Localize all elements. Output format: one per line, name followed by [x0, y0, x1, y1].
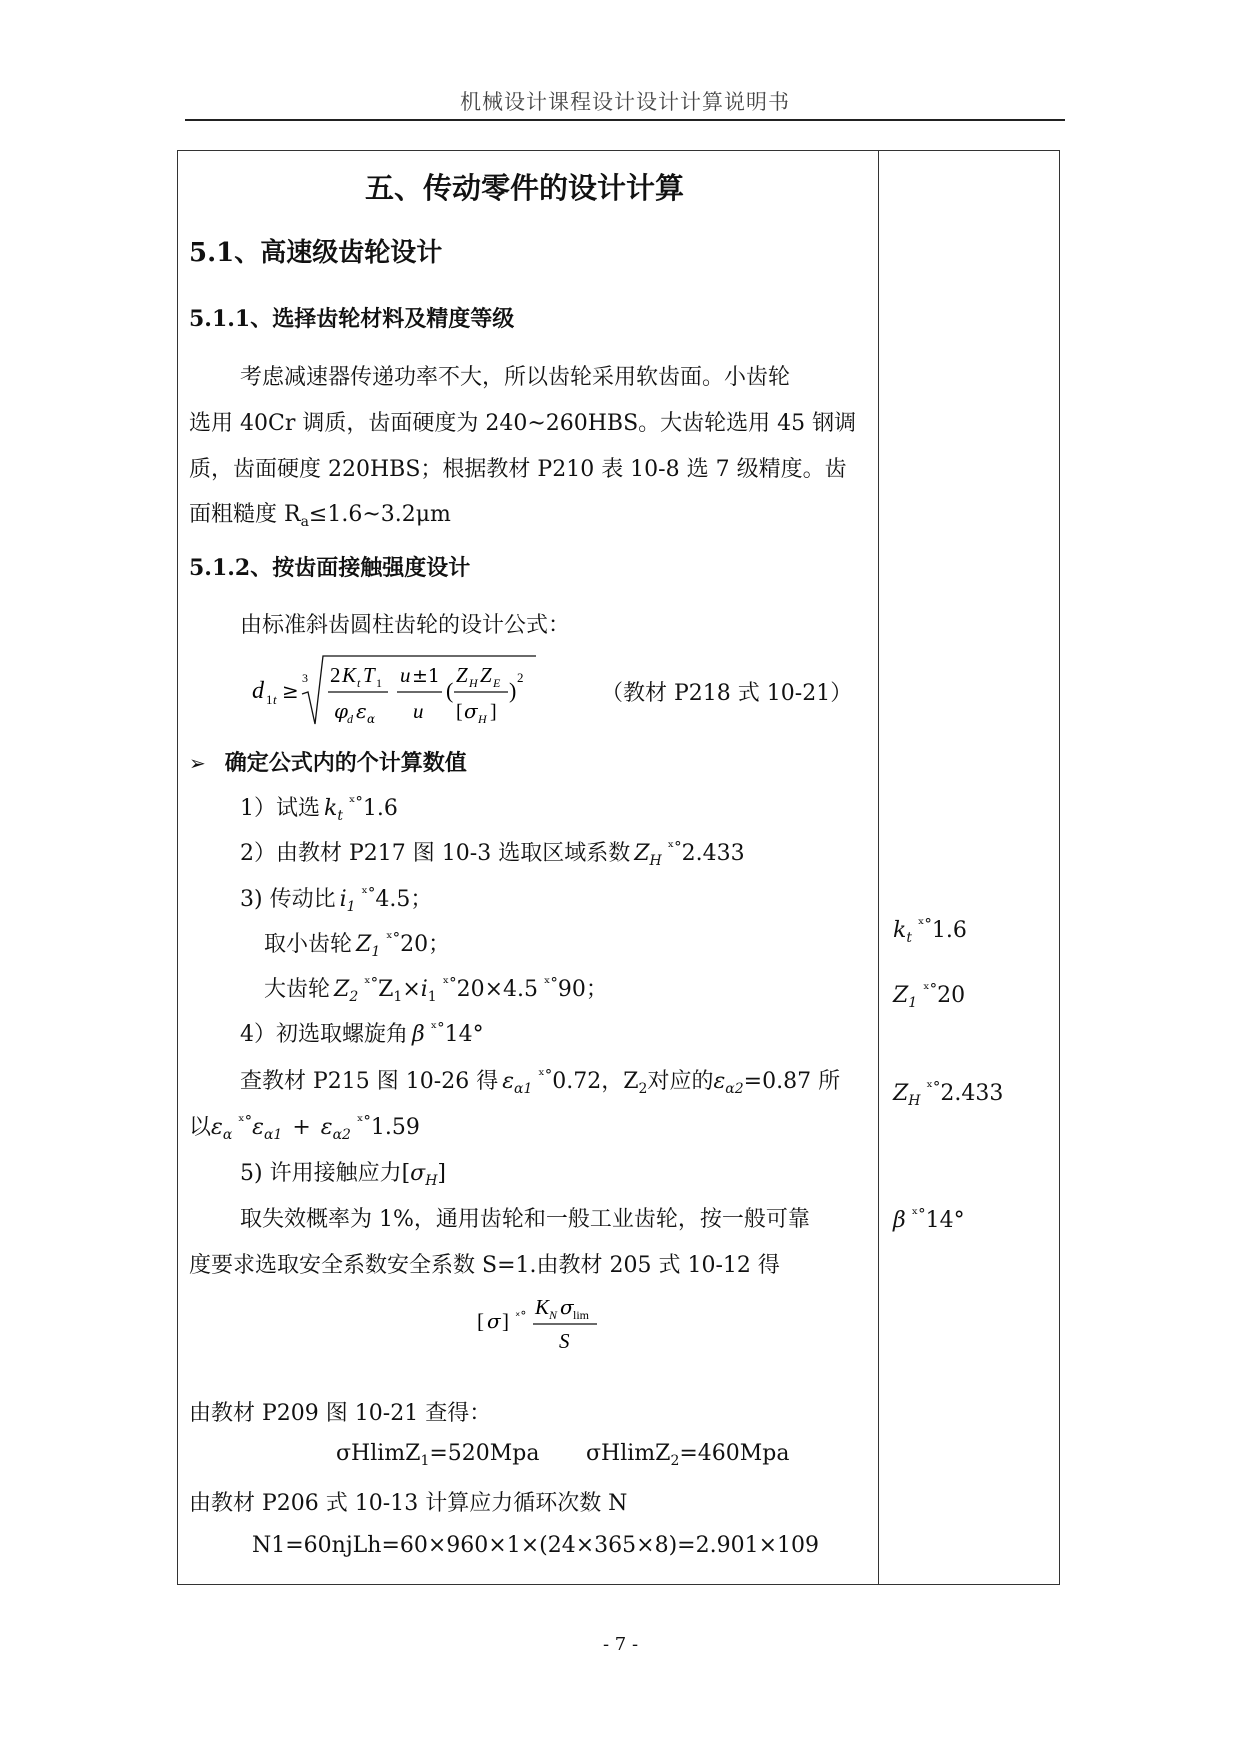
svg-text:±1: ±1 [412, 665, 441, 687]
check-line-2: 以$\varepsilon_\alpha^{ˣ^\circ}\varepsilon_{\alpha 1} + \varepsilon_{\alpha 2}^{ˣ^\circ}1.59$ [189, 1112, 420, 1143]
svg-text:H: H [469, 676, 478, 690]
side-z1 [893, 980, 965, 1011]
equals-glyph-icon: ˣ° [911, 1205, 926, 1223]
item1-value: 1.6 [362, 796, 398, 821]
equals-glyph-icon: ˣ° [386, 929, 401, 947]
svg-text:3: 3 [302, 671, 308, 685]
equals-glyph-icon: ˣ° [356, 1112, 371, 1130]
beta-symbol: β [893, 1208, 906, 1233]
check-line1-b: 0.72，Z [552, 1069, 639, 1094]
zh-symbol: $Z_H$ [634, 841, 662, 869]
svg-text:lim: lim [573, 1308, 590, 1322]
item-3b [264, 927, 450, 960]
item2-label: 2）由教材 P217 图 10-3 选取区域系数 [240, 841, 631, 866]
para1-line3: 质，齿面硬度 220HBS；根据教材 P210 表 10-8 选 7 级精度。齿 [189, 457, 847, 482]
para1-line4-suffix: ≤1.6~3.2μm [308, 502, 451, 527]
check-line2-b: 1.59 [370, 1115, 420, 1140]
sigma-h-symbol: $[\sigma_H]$ [401, 1161, 447, 1189]
allowable-stress-formula [475, 1290, 635, 1356]
svg-text:ˣ°: ˣ° [515, 1309, 527, 1323]
equals-glyph-icon: ˣ° [442, 974, 457, 992]
svg-text:]: ] [490, 701, 497, 723]
para1-line1: 考虑减速器传递功率不大，所以齿轮采用软齿面。小齿轮 [240, 365, 791, 390]
eps-a1-symbol: $\varepsilon_{\alpha 1}$ [252, 1115, 283, 1143]
item2-value: 2.433 [681, 841, 745, 866]
svg-text:t: t [273, 692, 277, 707]
eps-a-symbol: $\varepsilon_\alpha$ [211, 1115, 233, 1143]
sigma-limit-1: σHlimZ$_1$=520Mpa [336, 1441, 540, 1469]
svg-text:[: [ [477, 1309, 484, 1333]
side-beta-value: 14° [925, 1208, 965, 1233]
svg-text:H: H [478, 712, 487, 726]
svg-text:2: 2 [517, 670, 524, 685]
equals-glyph-icon: ˣ° [361, 884, 376, 902]
item4-value: 14° [444, 1022, 484, 1047]
z2-symbol: $Z_2$ [334, 977, 359, 1005]
check-line1-d: =0.87 所 [743, 1069, 841, 1094]
page-header: 机械设计课程设计设计计算说明书 [460, 90, 790, 114]
z1-symbol: $Z_1$ [893, 983, 918, 1011]
item-3c [264, 972, 608, 1005]
svg-text:1: 1 [376, 676, 382, 690]
sigma1-value: =520Mpa [429, 1441, 540, 1466]
svg-text:N: N [549, 1308, 558, 1322]
beta-symbol: β [412, 1022, 425, 1047]
equals-glyph-icon: ˣ° [667, 838, 682, 856]
equals-glyph-icon: ˣ° [923, 980, 938, 998]
svg-text:[: [ [456, 701, 463, 723]
side-kt [893, 915, 967, 946]
item3-label: 3) 传动比 [240, 887, 336, 912]
page-number: - 7 - [602, 1634, 639, 1655]
item3c-label: 大齿轮 [264, 977, 331, 1002]
formula-reference: （教材 P218 式 10-21） [601, 681, 853, 706]
n1-line: N1=60njLh=60×960×1×(24×365×8)=2.901×109 [252, 1533, 820, 1558]
svg-text:]: ] [502, 1309, 509, 1333]
para1-line2: 选用 40Cr 调质，齿面硬度为 240~260HBS。大齿轮选用 45 钢调 [189, 411, 857, 436]
item1-label: 1）试选 [240, 796, 320, 821]
item3-value: 4.5； [375, 887, 433, 912]
check-line2-a: 以 [189, 1115, 212, 1140]
sigma2-label: σHlimZ [586, 1441, 671, 1466]
eps-a2-symbol: $\varepsilon_{\alpha 2}$ [713, 1069, 744, 1097]
equals-glyph-icon: ˣ° [238, 1112, 253, 1130]
subsection-title: 5.1、高速级齿轮设计 [189, 238, 443, 268]
svg-text:α: α [367, 712, 376, 726]
svg-text:≥: ≥ [282, 679, 299, 703]
para1-line4-sub: a [300, 514, 309, 530]
sigma1-label: σHlimZ [336, 1441, 421, 1466]
determine-title: 确定公式内的个计算数值 [224, 750, 467, 776]
item3b-label: 取小齿轮 [264, 932, 353, 957]
svg-text:u: u [400, 663, 411, 687]
item3c-value: 90； [557, 977, 608, 1002]
svg-text:φ: φ [334, 699, 349, 723]
kt-symbol: $k_t$ [324, 796, 343, 824]
side-zh [893, 1078, 1003, 1109]
column-divider [878, 150, 879, 1585]
arrow-bullet-icon: ➢ [189, 751, 206, 775]
svg-text:d: d [252, 678, 264, 704]
check-line-1: 查教材 P215 图 10-26 得 $\varepsilon_{\alpha 1}^{ˣ^\circ}0.72$，$Z_2$对应的$\varepsilon_{\alpha 2}=0.87$ 所 [240, 1066, 841, 1097]
z1-symbol: $Z_1$ [356, 932, 381, 960]
svg-text:σ: σ [464, 699, 478, 723]
side-beta [893, 1205, 965, 1233]
svg-text:(: ( [446, 678, 454, 703]
failure-line-1: 取失效概率为 1%，通用齿轮和一般工业齿轮，按一般可靠 [240, 1207, 810, 1232]
check-line1-a: 查教材 P215 图 10-26 得 [240, 1069, 499, 1094]
side-zh-value: 2.433 [940, 1081, 1004, 1106]
item-3 [240, 882, 432, 915]
svg-text:K: K [342, 663, 357, 687]
sigma2-value: =460Mpa [679, 1441, 790, 1466]
section-title: 五、传动零件的设计计算 [365, 171, 685, 205]
side-z1-value: 20 [937, 983, 966, 1008]
equals-glyph-icon: ˣ° [538, 1066, 553, 1084]
svg-text:ε: ε [356, 699, 367, 723]
svg-text:t: t [357, 676, 361, 690]
query-line: 由教材 P209 图 10-21 查得： [189, 1401, 492, 1426]
sigma-limit-2: σHlimZ$_2$=460Mpa [586, 1441, 790, 1469]
item-2 [240, 836, 745, 869]
header-rule [185, 119, 1065, 121]
equals-glyph-icon: ˣ° [926, 1078, 941, 1096]
item-1 [240, 791, 398, 824]
item3c-mid: 20×4.5 [456, 977, 538, 1002]
para1-line4 [189, 497, 451, 530]
eps-a2-symbol: $\varepsilon_{\alpha 2}$ [320, 1115, 351, 1143]
para1-line4-prefix: 面粗糙度 R [189, 502, 301, 527]
svg-text:2: 2 [330, 663, 341, 687]
svg-text:Z: Z [480, 663, 492, 687]
svg-text:σ: σ [560, 1295, 574, 1319]
eps-a1-symbol: $\varepsilon_{\alpha 1}$ [502, 1069, 533, 1097]
svg-text:T: T [363, 663, 375, 687]
item3b-value: 20； [400, 932, 451, 957]
check-line1-c: 对应的 [647, 1069, 714, 1094]
equals-glyph-icon: ˣ° [544, 974, 558, 992]
svg-text:u: u [413, 699, 424, 723]
svg-text:E: E [493, 676, 501, 690]
equals-glyph-icon: ˣ° [348, 793, 363, 811]
svg-text:d: d [347, 712, 353, 726]
i1-symbol: $i_1$ [339, 887, 356, 915]
item-4 [240, 1017, 484, 1048]
subsubsection-title-2: 5.1.2、按齿面接触强度设计 [189, 555, 471, 581]
determine-heading [189, 746, 467, 777]
failure-line-2: 度要求选取安全系数安全系数 S=1.由教材 205 式 10-12 得 [189, 1253, 780, 1278]
design-formula [250, 652, 550, 732]
zh-symbol: $Z_H$ [893, 1081, 921, 1109]
item4-label: 4）初选取螺旋角 [240, 1022, 408, 1047]
svg-text:S: S [559, 1329, 570, 1353]
svg-text:σ: σ [487, 1309, 501, 1333]
svg-text:K: K [535, 1295, 550, 1319]
subsubsection-title-1: 5.1.1、选择齿轮材料及精度等级 [189, 306, 515, 332]
kt-symbol: $k_t$ [893, 918, 912, 946]
formula-intro: 由标准斜齿圆柱齿轮的设计公式： [240, 613, 571, 638]
svg-text:1: 1 [266, 692, 273, 707]
item5-label: 5) 许用接触应力 [240, 1161, 402, 1186]
side-kt-value: 1.6 [931, 918, 967, 943]
z1-times-i1: $Z_1\times i_1$ [378, 977, 437, 1005]
equals-glyph-icon: ˣ° [430, 1019, 445, 1037]
equals-glyph-icon: ˣ° [364, 974, 379, 992]
svg-text:): ) [509, 678, 517, 703]
svg-text:Z: Z [456, 663, 468, 687]
equals-glyph-icon: ˣ° [917, 915, 932, 933]
cycle-line: 由教材 P206 式 10-13 计算应力循环次数 N [189, 1491, 628, 1516]
item-5 [240, 1156, 446, 1189]
